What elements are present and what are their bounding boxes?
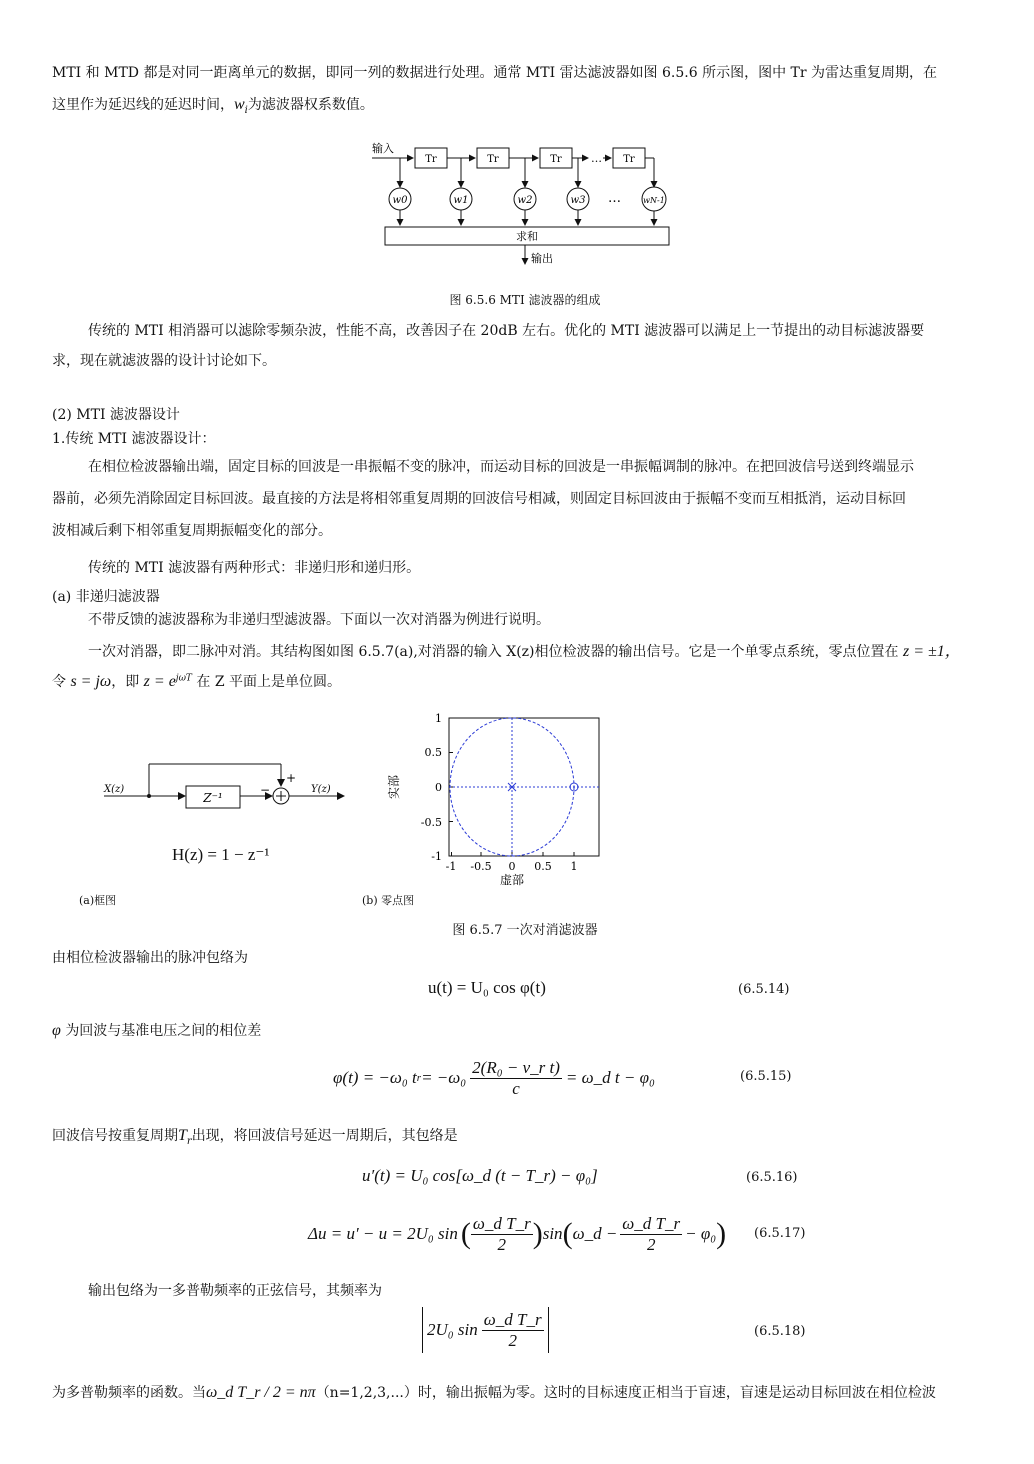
equation-6-5-15: φ(t) = −ω₀ t r = −ω₀ $\frac{\text{2(R₀ − v\_r t)}}{c}$ = ω_d t − φ₀ <box>333 1057 655 1098</box>
intro-line-2: 这里作为延迟线的延迟时间，$w_i$为滤波器权系数值。 <box>52 96 374 116</box>
text-5: 为多普勒频率的函数。当ω_d T_r / 2 = nπ（n=1,2,3,...）时，输出振幅为零。这时的目标速度正相当于盲速，盲速是运动目标回波在相位检波 <box>52 1384 936 1401</box>
eqno-6-5-18: (6.5.18) <box>754 1324 806 1339</box>
intro-line-1: MTI 和 MTD 都是对同一距离单元的数据，即同一列的数据进行处理。通常 MTI 雷达滤波器如图 6.5.6 所示图，图中 Tr 为雷达重复周期，在 <box>52 65 938 81</box>
sum-label: 求和 <box>516 230 538 243</box>
svg-text:w0: w0 <box>392 195 408 206</box>
zero-plot <box>382 708 612 888</box>
subsection-heading: 1.传统 MTI 滤波器设计： <box>52 431 216 447</box>
para5-line-1: 一次对消器，即二脉冲对消。其结构图如图 6.5.7(a),对消器的输入 X(z)相位检波器的输出信号。它是一个单零点系统，零点位置在 z = ±1， <box>88 643 961 660</box>
delay-label-4: Tr <box>623 154 635 165</box>
equation-6-5-17: Δu = u′ − u = 2U₀ sin ( ω_d T_r 2 ) sin ( ω_d − $\frac{\text{ω\_d T\_r}}{2}$ − φ₀ ) <box>308 1213 727 1254</box>
section-heading: (2) MTI 滤波器设计 <box>52 407 180 423</box>
para4: 不带反馈的滤波器称为非递归型滤波器。下面以一次对消器为例进行说明。 <box>88 612 550 628</box>
text-2: φ 为回波与基准电压之间的相位差 <box>52 1022 262 1039</box>
equation-6-5-18: 2U₀ sin ω_d T_r 2 <box>422 1307 549 1353</box>
delay-label-3: Tr <box>550 154 562 165</box>
svg-text:w3: w3 <box>570 195 586 206</box>
mti-filter-diagram <box>360 136 680 271</box>
text-3: 回波信号按重复周期$T_r$出现，将回波信号延迟一周期后，其包络是 <box>52 1127 458 1147</box>
eqno-6-5-17: (6.5.17) <box>754 1226 806 1241</box>
delay-z-label: Z⁻¹ <box>203 791 223 805</box>
svg-text:+: + <box>286 771 297 785</box>
text-4: 输出包络为一多普勒频率的正弦信号，其频率为 <box>88 1283 382 1299</box>
text-1: 由相位检波器输出的脉冲包络为 <box>52 950 248 966</box>
block-output-label: Y(z) <box>311 784 331 795</box>
transfer-function: H(z) = 1 − z⁻¹ <box>172 845 270 864</box>
svg-text:-0.5: -0.5 <box>470 860 492 873</box>
svg-text:-1: -1 <box>431 850 442 863</box>
para2-line-1: 在相位检波器输出端，固定目标的回波是一串振幅不变的脉冲，而运动目标的回波是一串振幅调制的脉冲。在把回波信号送到终端显示 <box>88 459 914 475</box>
output-label: 输出 <box>531 252 553 265</box>
para3: 传统的 MTI 滤波器有两种形式：非递归形和递归形。 <box>88 560 421 576</box>
svg-text:w1: w1 <box>453 195 469 206</box>
delay-label-2: Tr <box>487 154 499 165</box>
equation-6-5-14: u(t) = U₀ cos φ(t) <box>428 978 546 997</box>
svg-text:0: 0 <box>508 860 516 873</box>
canceller-block-diagram <box>100 758 350 838</box>
svg-text:0: 0 <box>435 781 442 794</box>
delay-label-1: Tr <box>425 154 437 165</box>
figure-656-caption: 图 6.5.6 MTI 滤波器的组成 <box>449 293 601 307</box>
svg-text:0.5: 0.5 <box>534 860 552 873</box>
weight-ellipsis: … <box>608 191 621 206</box>
plot-xlabel: 虚部 <box>499 873 525 887</box>
svg-text:0.5: 0.5 <box>424 746 442 759</box>
subheading-a: (a) 非递归滤波器 <box>52 589 160 605</box>
para2-line-2: 器前，必须先消除固定目标回波。最直接的方法是将相邻重复周期的回波信号相减，则固定目标回波由于振幅不变而互相抵消，运动目标回 <box>52 491 906 507</box>
equation-6-5-16: u′(t) = U₀ cos[ω_d (t − T_r) − φ₀] <box>362 1166 598 1185</box>
para2-line-3: 波相减后剩下相邻重复周期振幅变化的部分。 <box>52 523 332 539</box>
svg-text:−: − <box>260 783 271 797</box>
eqno-6-5-16: (6.5.16) <box>746 1170 798 1185</box>
svg-text:-0.5: -0.5 <box>420 816 442 829</box>
svg-text:-1: -1 <box>445 860 457 873</box>
eqno-6-5-15: (6.5.15) <box>740 1069 792 1084</box>
eqno-6-5-14: (6.5.14) <box>738 982 790 997</box>
svg-text:wN-1: wN-1 <box>643 196 665 205</box>
para5-line-2: 令 s = jω，即 $z = e^{j\omega T}$ 在 Z 平面上是单位圆。 <box>52 673 342 690</box>
subcaption-a: (a)框图 <box>79 894 117 907</box>
para1-line-1: 传统的 MTI 相消器可以滤除零频杂波，性能不高，改善因子在 20dB 左右。优化的 MTI 滤波器可以满足上一节提出的动目标滤波器要 <box>88 323 925 339</box>
para1-line-2: 求，现在就滤波器的设计讨论如下。 <box>52 353 276 369</box>
ellipsis: … <box>591 152 602 165</box>
svg-text:1: 1 <box>435 712 442 725</box>
input-label: 输入 <box>372 142 394 155</box>
figure-657-caption: 图 6.5.7 一次对消滤波器 <box>452 923 598 938</box>
subcaption-b: (b) 零点图 <box>362 894 415 907</box>
svg-text:1: 1 <box>570 860 578 873</box>
plot-ylabel: 实部 <box>387 774 401 800</box>
svg-text:w2: w2 <box>517 195 533 206</box>
block-input-label: X(z) <box>104 784 125 795</box>
